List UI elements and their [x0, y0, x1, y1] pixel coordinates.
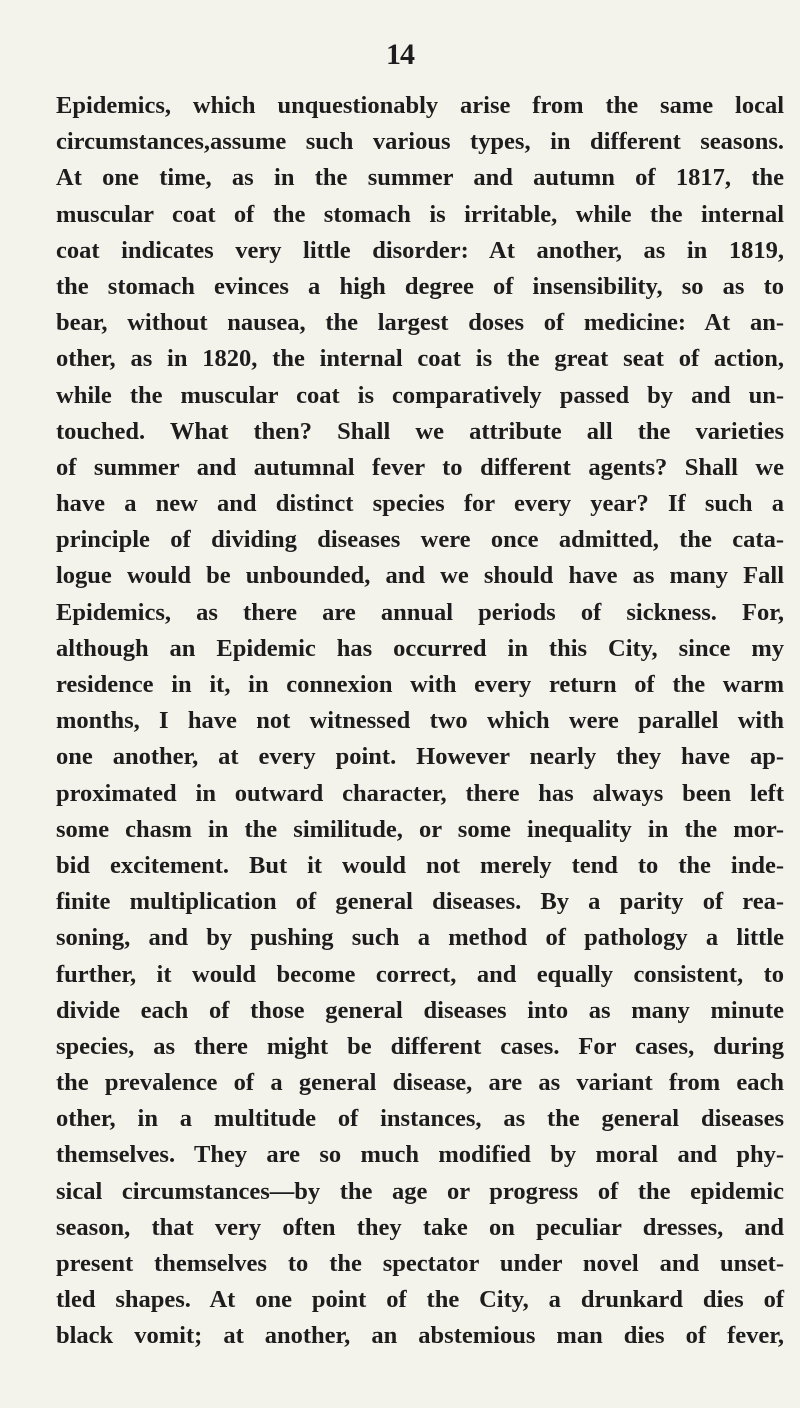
text-line: the prevalence of a general disease, are as variant from each	[56, 1069, 784, 1097]
text-line: Epidemics, as there are annual periods of sickness. For,	[56, 598, 784, 626]
text-line: season, that very often they take on peculiar dresses, and	[56, 1213, 784, 1241]
text-line: the stomach evinces a high degree of insensibility, so as to	[56, 272, 784, 300]
text-line: soning, and by pushing such a method of pathology a little	[56, 924, 784, 952]
text-line: muscular coat of the stomach is irritable, while the internal	[56, 200, 784, 228]
text-line: of summer and autumnal fever to different agents? Shall we	[56, 453, 784, 481]
text-line: circumstances,assume such various types, in different seasons.	[56, 128, 784, 156]
text-line: one another, at every point. However nearly they have ap-	[56, 743, 784, 771]
text-line: further, it would become correct, and equally consistent, to	[56, 960, 784, 988]
text-line: other, as in 1820, the internal coat is the great seat of action,	[56, 345, 784, 373]
text-line: although an Epidemic has occurred in this City, since my	[56, 634, 784, 662]
text-line: principle of dividing diseases were once admitted, the cata-	[56, 526, 784, 554]
text-line: have a new and distinct species for every year? If such a	[56, 490, 784, 518]
text-line: logue would be unbounded, and we should have as many Fall	[56, 562, 784, 590]
text-line: proximated in outward character, there has always been left	[56, 779, 784, 807]
text-line: divide each of those general diseases into as many minute	[56, 996, 784, 1024]
text-line: Epidemics, which unquestionably arise from the same local	[56, 92, 784, 119]
text-line: present themselves to the spectator under novel and unset-	[56, 1250, 784, 1277]
text-line: other, in a multitude of instances, as the general diseases	[56, 1105, 784, 1133]
text-line: black vomit; at another, an abstemious man dies of fever,	[56, 1322, 784, 1350]
text-line: while the muscular coat is comparatively passed by and un-	[56, 381, 784, 409]
text-line: bid excitement. But it would not merely tend to the inde-	[56, 851, 784, 879]
text-line: touched. What then? Shall we attribute all the varieties	[56, 417, 784, 445]
text-line: residence in it, in connexion with every return of the warm	[56, 671, 784, 698]
body-text	[56, 88, 784, 1355]
page-number: 14	[386, 38, 414, 71]
text-line: sical circumstances—by the age or progress of the epidemic	[56, 1177, 784, 1205]
text-line: species, as there might be different cases. For cases, during	[56, 1032, 784, 1060]
text-line: themselves. They are so much modified by moral and phy-	[56, 1141, 784, 1169]
text-line: finite multiplication of general diseases. By a parity of rea-	[56, 888, 784, 916]
text-line: coat indicates very little disorder: At another, as in 1819,	[56, 236, 784, 264]
text-line: bear, without nausea, the largest doses of medicine: At an-	[56, 309, 784, 337]
text-line: At one time, as in the summer and autumn of 1817, the	[56, 164, 784, 192]
text-line: tled shapes. At one point of the City, a drunkard dies of	[56, 1286, 784, 1314]
text-line: months, I have not witnessed two which were parallel with	[56, 707, 784, 735]
text-line: some chasm in the similitude, or some inequality in the mor-	[56, 815, 784, 843]
